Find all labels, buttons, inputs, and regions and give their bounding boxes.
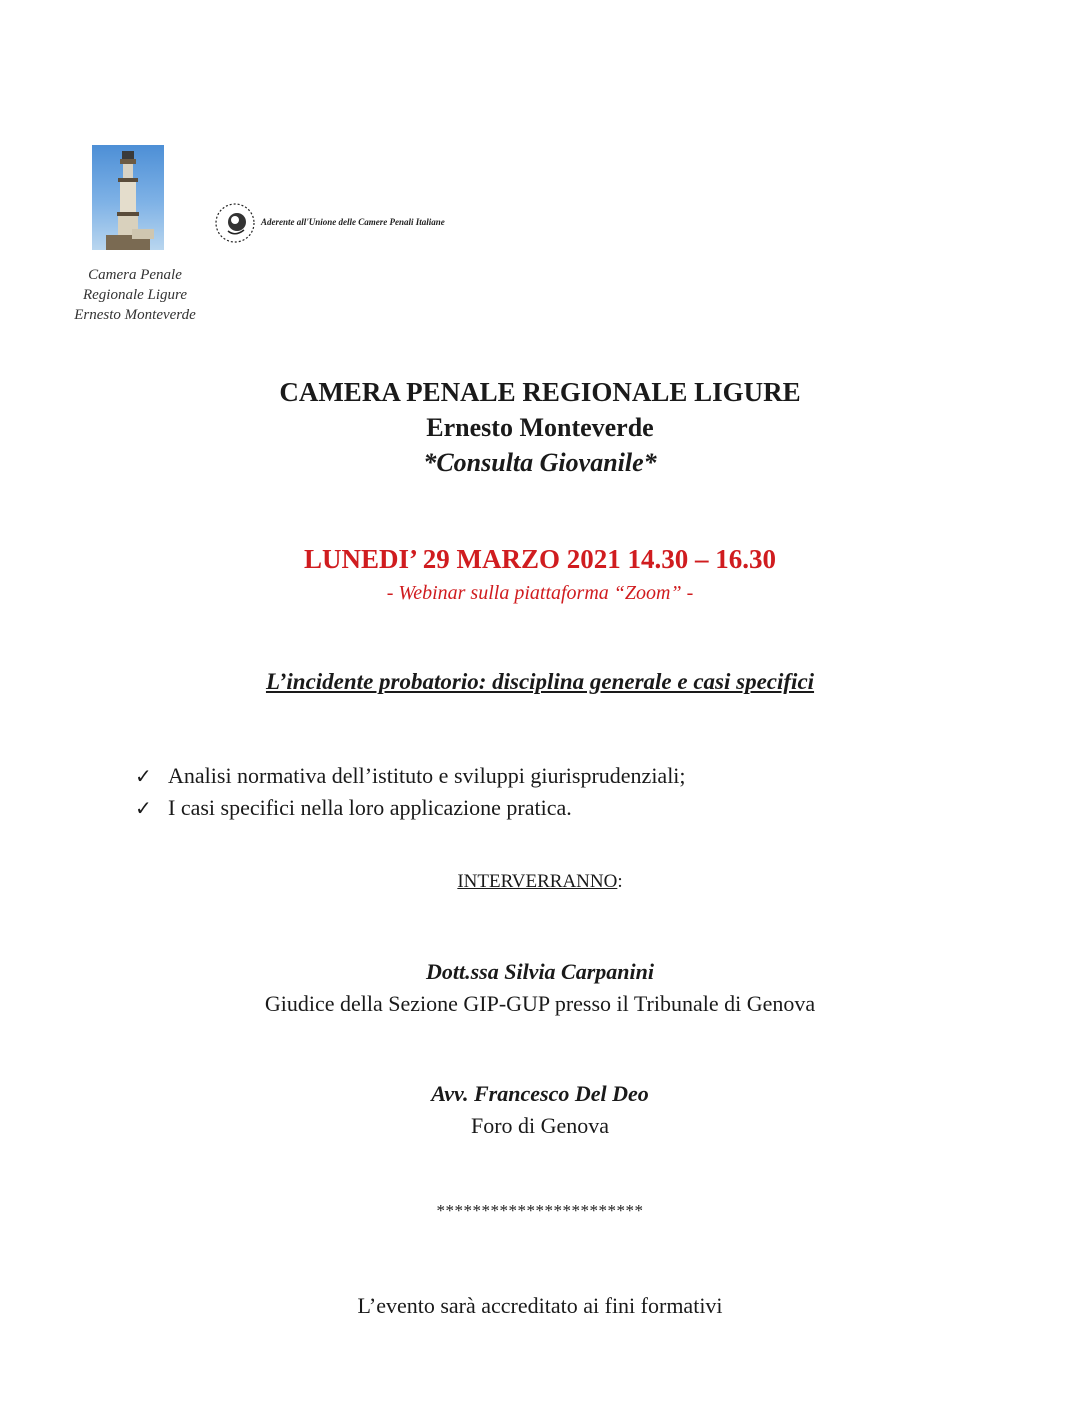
event-platform: - Webinar sulla piattaforma “Zoom” - bbox=[386, 582, 694, 604]
event-date-time: LUNEDI’ 29 MARZO 2021 14.30 – 16.30 bbox=[304, 544, 776, 574]
speaker-name: Dott.ssa Silvia Carpanini bbox=[425, 959, 654, 984]
logo-caption bbox=[52, 265, 218, 325]
list-item bbox=[135, 760, 686, 792]
speaker-name: Avv. Francesco Del Deo bbox=[431, 1081, 649, 1106]
speaker-role: Foro di Genova bbox=[470, 1113, 610, 1138]
accreditation-note: L’evento sarà accreditato ai fini formativi bbox=[357, 1293, 723, 1318]
event-topic: L’incidente probatorio: disciplina generale e casi specifici bbox=[265, 669, 815, 694]
speakers-heading-text: INTERVERRANNO bbox=[457, 871, 618, 892]
speakers-heading-colon: : bbox=[617, 871, 623, 892]
point-text: I casi specifici nella loro applicazione pratica. bbox=[168, 795, 572, 820]
consulta-title: *Consulta Giovanile* bbox=[423, 448, 657, 477]
point-text: Analisi normativa dell’istituto e sviluppi giurisprudenziali; bbox=[168, 763, 686, 788]
speaker-role: Giudice della Sezione GIP-GUP presso il Tribunale di Genova bbox=[264, 991, 816, 1016]
organization-title: CAMERA PENALE REGIONALE LIGURE bbox=[279, 377, 801, 407]
topic-points bbox=[135, 760, 686, 824]
speakers-heading bbox=[0, 870, 1080, 894]
logo-caption-line: Camera Penale bbox=[88, 267, 182, 283]
checkmark-icon: ✓ bbox=[135, 764, 152, 788]
checkmark-icon: ✓ bbox=[135, 796, 152, 820]
ucpi-affiliation-text: Aderente all'Unione delle Camere Penali Italiane bbox=[261, 217, 445, 227]
logo-caption-line: Regionale Ligure bbox=[82, 287, 187, 303]
lighthouse-icon bbox=[92, 145, 164, 250]
organization-subtitle: Ernesto Monteverde bbox=[426, 413, 654, 442]
separator: *********************** bbox=[436, 1201, 644, 1220]
ucpi-seal-icon bbox=[213, 199, 257, 247]
logo-caption-line: Ernesto Monteverde bbox=[74, 307, 196, 323]
list-item bbox=[135, 792, 686, 824]
